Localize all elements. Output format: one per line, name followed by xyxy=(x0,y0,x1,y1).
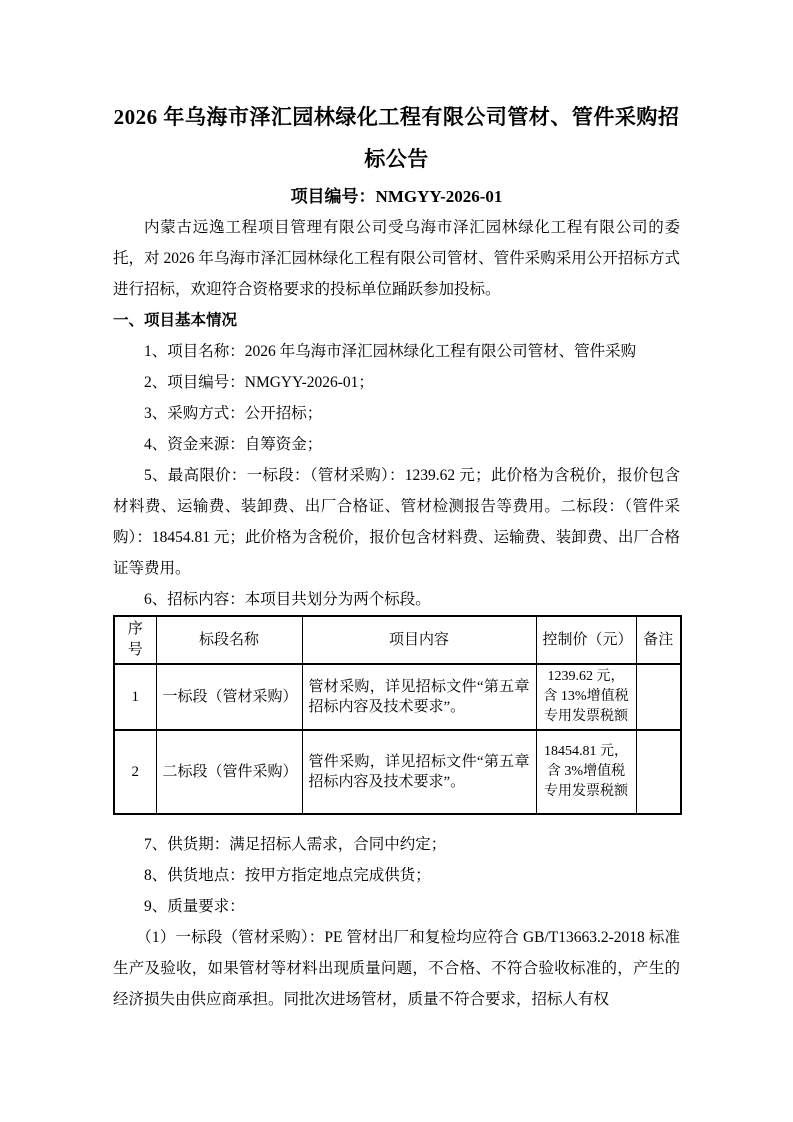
cell-price-1: 1239.62 元，含 13%增值税专用发票税额 xyxy=(536,664,636,730)
item-bid-content: 6、招标内容：本项目共划分为两个标段。 xyxy=(144,591,431,608)
section-1-heading: 一、项目基本情况 xyxy=(113,312,238,329)
header-control-price: 控制价（元） xyxy=(536,616,636,664)
header-seq-no: 序号 xyxy=(114,616,156,664)
intro-paragraph: 内蒙古远逸工程项目管理有限公司受乌海市泽汇园林绿化工程有限公司的委托，对 2026 年乌海市泽汇园林绿化工程有限公司管材、管件采购采用公开招标方式进行招标，欢迎符合资格要求的投标单位踊跃参加投标。 xyxy=(113,219,680,298)
item-project-number: 2、项目编号：NMGYY-2026-01； xyxy=(144,374,374,391)
item-project-name: 1、项目名称：2026 年乌海市泽汇园林绿化工程有限公司管材、管件采购 xyxy=(144,343,637,360)
header-lot-name: 标段名称 xyxy=(156,616,302,664)
cell-seq-2: 2 xyxy=(114,730,156,814)
cell-remark-2 xyxy=(636,730,681,814)
lots-table xyxy=(113,615,682,815)
item-delivery-period: 7、供货期：满足招标人需求，合同中约定； xyxy=(144,836,447,853)
table-row-lot-1 xyxy=(114,664,681,730)
project-number: 项目编号：NMGYY-2026-01 xyxy=(290,187,503,206)
table-row-lot-2 xyxy=(114,730,681,814)
cell-seq-1: 1 xyxy=(114,664,156,730)
table-header-row xyxy=(114,616,681,664)
item-funding-source: 4、资金来源：自筹资金； xyxy=(144,436,323,453)
cell-content-2: 管件采购，详见招标文件“第五章招标内容及技术要求”。 xyxy=(302,730,536,814)
document-title: 2026 年乌海市泽汇园林绿化工程有限公司管材、管件采购招标公告 xyxy=(113,105,680,171)
header-project-content: 项目内容 xyxy=(302,616,536,664)
cell-remark-1 xyxy=(636,664,681,730)
cell-price-2: 18454.81 元，含 3%增值税专用发票税额 xyxy=(536,730,636,814)
quality-paragraph-lot-1: （1）一标段（管材采购）：PE 管材出厂和复检均应符合 GB/T13663.2-2018 标准生产及验收，如果管材等材料出现质量问题，不合格、不符合验收标准的，产生的经济损失由供应商承担。同批次进场管材，质量不符合要求，招标人有权 xyxy=(113,929,680,1008)
item-procurement-method: 3、采购方式：公开招标； xyxy=(144,405,323,422)
item-price-limit: 5、最高限价：一标段：（管材采购）：1239.62 元；此价格为含税价，报价包含材料费、运输费、装卸费、出厂合格证、管材检测报告等费用。二标段：（管件采购）：18454.81 元；此价格为含税价，报价包含材料费、运输费、装卸费、出厂合格证等费用。 xyxy=(113,467,680,577)
item-quality-requirements: 9、质量要求： xyxy=(144,898,245,915)
cell-lot-name-1: 一标段（管材采购） xyxy=(156,664,302,730)
cell-lot-name-2: 二标段（管件采购） xyxy=(156,730,302,814)
header-remark: 备注 xyxy=(636,616,681,664)
item-delivery-location: 8、供货地点：按甲方指定地点完成供货； xyxy=(144,867,431,884)
cell-content-1: 管材采购，详见招标文件“第五章招标内容及技术要求”。 xyxy=(302,664,536,730)
